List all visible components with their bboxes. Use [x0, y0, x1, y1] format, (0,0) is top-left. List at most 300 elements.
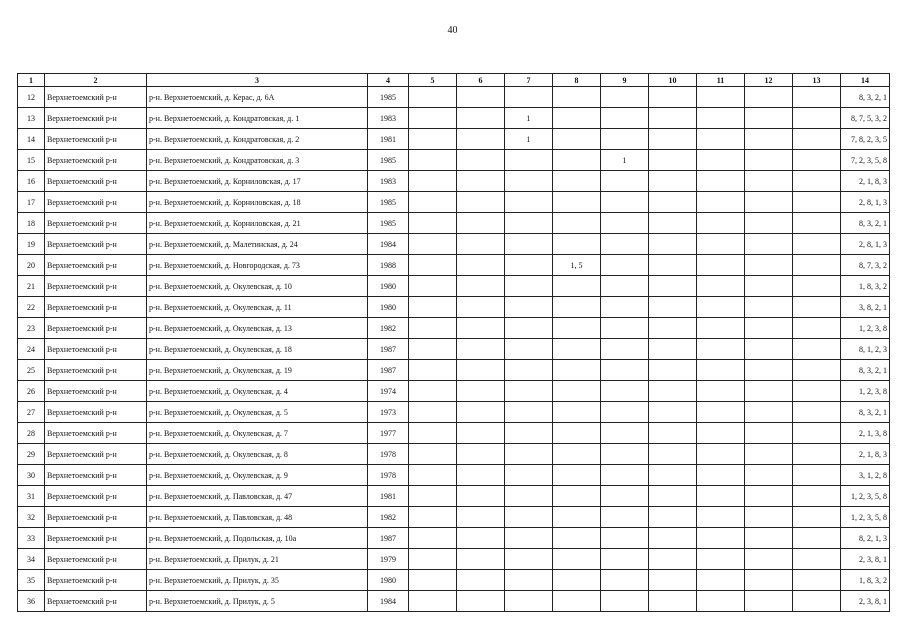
table-row — [18, 87, 890, 108]
cell-col-7 — [505, 360, 553, 381]
cell-col-11 — [697, 528, 745, 549]
cell-year: 1982 — [368, 318, 409, 339]
cell-year: 1987 — [368, 528, 409, 549]
cell-year: 1980 — [368, 570, 409, 591]
cell-col-7 — [505, 276, 553, 297]
cell-col-11 — [697, 234, 745, 255]
cell-col-5 — [409, 339, 457, 360]
cell-row-number: 18 — [18, 213, 45, 234]
cell-col-10 — [649, 486, 697, 507]
cell-col-5 — [409, 234, 457, 255]
cell-col-5 — [409, 255, 457, 276]
cell-col-14: 1, 2, 3, 8 — [841, 318, 890, 339]
cell-col-14: 8, 7, 3, 2 — [841, 255, 890, 276]
cell-year: 1981 — [368, 486, 409, 507]
cell-col-7 — [505, 339, 553, 360]
cell-col-12 — [745, 150, 793, 171]
column-header-4: 4 — [368, 74, 409, 87]
cell-col-12 — [745, 423, 793, 444]
cell-col-9 — [601, 402, 649, 423]
cell-year: 1987 — [368, 339, 409, 360]
cell-col-8 — [553, 213, 601, 234]
cell-col-8 — [553, 171, 601, 192]
cell-col-6 — [457, 255, 505, 276]
column-header-9: 9 — [601, 74, 649, 87]
cell-col-8 — [553, 108, 601, 129]
cell-year: 1979 — [368, 549, 409, 570]
cell-col-12 — [745, 297, 793, 318]
cell-col-11 — [697, 360, 745, 381]
cell-col-9 — [601, 465, 649, 486]
cell-district: Верхнетоемский р-н — [45, 360, 147, 381]
cell-year: 1980 — [368, 297, 409, 318]
cell-address: р-н. Верхнетоемский, д. Подольская, д. 10а — [147, 528, 368, 549]
cell-col-5 — [409, 402, 457, 423]
cell-col-11 — [697, 402, 745, 423]
cell-col-9 — [601, 192, 649, 213]
cell-col-8 — [553, 276, 601, 297]
cell-year: 1981 — [368, 129, 409, 150]
cell-col-6 — [457, 318, 505, 339]
cell-col-10 — [649, 213, 697, 234]
cell-col-13 — [793, 381, 841, 402]
cell-col-11 — [697, 465, 745, 486]
cell-col-14: 3, 1, 2, 8 — [841, 465, 890, 486]
cell-district: Верхнетоемский р-н — [45, 381, 147, 402]
cell-address: р-н. Верхнетоемский, д. Прилук, д. 35 — [147, 570, 368, 591]
cell-col-13 — [793, 360, 841, 381]
cell-col-13 — [793, 465, 841, 486]
cell-col-14: 2, 8, 1, 3 — [841, 234, 890, 255]
cell-col-9 — [601, 276, 649, 297]
cell-col-7 — [505, 528, 553, 549]
cell-district: Верхнетоемский р-н — [45, 591, 147, 612]
cell-col-10 — [649, 381, 697, 402]
cell-col-9 — [601, 129, 649, 150]
cell-col-10 — [649, 591, 697, 612]
cell-col-7 — [505, 591, 553, 612]
cell-col-10 — [649, 234, 697, 255]
cell-col-11 — [697, 297, 745, 318]
cell-address: р-н. Верхнетоемский, д. Корниловская, д. 18 — [147, 192, 368, 213]
cell-row-number: 24 — [18, 339, 45, 360]
cell-col-8 — [553, 591, 601, 612]
cell-col-13 — [793, 570, 841, 591]
cell-col-10 — [649, 465, 697, 486]
cell-col-14: 1, 2, 3, 8 — [841, 381, 890, 402]
cell-col-11 — [697, 255, 745, 276]
cell-col-8 — [553, 192, 601, 213]
cell-col-5 — [409, 297, 457, 318]
cell-col-9 — [601, 171, 649, 192]
table-row — [18, 549, 890, 570]
cell-col-7 — [505, 255, 553, 276]
cell-col-8 — [553, 423, 601, 444]
cell-address: р-н. Верхнетоемский, д. Окулевская, д. 4 — [147, 381, 368, 402]
cell-address: р-н. Верхнетоемский, д. Павловская, д. 48 — [147, 507, 368, 528]
cell-col-13 — [793, 108, 841, 129]
cell-col-14: 2, 3, 8, 1 — [841, 591, 890, 612]
cell-col-7 — [505, 465, 553, 486]
cell-col-8 — [553, 129, 601, 150]
cell-col-5 — [409, 87, 457, 108]
cell-col-10 — [649, 150, 697, 171]
cell-col-14: 3, 8, 2, 1 — [841, 297, 890, 318]
cell-col-8: 1, 5 — [553, 255, 601, 276]
cell-col-14: 7, 2, 3, 5, 8 — [841, 150, 890, 171]
cell-col-12 — [745, 213, 793, 234]
header-row — [18, 74, 890, 87]
cell-col-5 — [409, 591, 457, 612]
table-row — [18, 276, 890, 297]
cell-col-10 — [649, 423, 697, 444]
cell-col-12 — [745, 528, 793, 549]
cell-row-number: 25 — [18, 360, 45, 381]
cell-col-14: 1, 2, 3, 5, 8 — [841, 486, 890, 507]
column-header-10: 10 — [649, 74, 697, 87]
table-row — [18, 507, 890, 528]
cell-district: Верхнетоемский р-н — [45, 339, 147, 360]
column-header-2: 2 — [45, 74, 147, 87]
cell-address: р-н. Верхнетоемский, д. Окулевская, д. 8 — [147, 444, 368, 465]
cell-district: Верхнетоемский р-н — [45, 108, 147, 129]
cell-col-12 — [745, 192, 793, 213]
cell-col-8 — [553, 444, 601, 465]
cell-col-12 — [745, 129, 793, 150]
cell-district: Верхнетоемский р-н — [45, 150, 147, 171]
cell-col-10 — [649, 276, 697, 297]
cell-address: р-н. Верхнетоемский, д. Окулевская, д. 19 — [147, 360, 368, 381]
table-row — [18, 465, 890, 486]
cell-col-6 — [457, 444, 505, 465]
cell-col-11 — [697, 276, 745, 297]
column-header-12: 12 — [745, 74, 793, 87]
cell-col-6 — [457, 465, 505, 486]
cell-address: р-н. Верхнетоемский, д. Кондратовская, д. 1 — [147, 108, 368, 129]
cell-col-12 — [745, 381, 793, 402]
cell-col-13 — [793, 192, 841, 213]
cell-year: 1980 — [368, 276, 409, 297]
table-row — [18, 150, 890, 171]
cell-year: 1978 — [368, 444, 409, 465]
cell-col-9 — [601, 507, 649, 528]
cell-col-12 — [745, 360, 793, 381]
cell-col-14: 1, 8, 3, 2 — [841, 570, 890, 591]
cell-col-6 — [457, 234, 505, 255]
table-row — [18, 486, 890, 507]
cell-col-13 — [793, 255, 841, 276]
page-number: 40 — [447, 25, 458, 36]
table-row — [18, 570, 890, 591]
cell-col-6 — [457, 339, 505, 360]
cell-year: 1984 — [368, 234, 409, 255]
cell-col-13 — [793, 87, 841, 108]
cell-col-6 — [457, 171, 505, 192]
cell-col-7 — [505, 570, 553, 591]
cell-col-11 — [697, 591, 745, 612]
cell-col-11 — [697, 423, 745, 444]
cell-col-12 — [745, 549, 793, 570]
cell-col-10 — [649, 171, 697, 192]
cell-col-14: 2, 3, 8, 1 — [841, 549, 890, 570]
cell-address: р-н. Верхнетоемский, д. Окулевская, д. 10 — [147, 276, 368, 297]
cell-year: 1982 — [368, 507, 409, 528]
cell-col-12 — [745, 234, 793, 255]
cell-col-13 — [793, 150, 841, 171]
cell-col-7 — [505, 213, 553, 234]
cell-address: р-н. Верхнетоемский, д. Керас, д. 6А — [147, 87, 368, 108]
table-header — [18, 74, 890, 87]
cell-col-8 — [553, 381, 601, 402]
cell-col-12 — [745, 87, 793, 108]
cell-col-13 — [793, 213, 841, 234]
cell-address: р-н. Верхнетоемский, д. Павловская, д. 47 — [147, 486, 368, 507]
cell-col-13 — [793, 318, 841, 339]
cell-district: Верхнетоемский р-н — [45, 234, 147, 255]
cell-col-11 — [697, 171, 745, 192]
cell-row-number: 27 — [18, 402, 45, 423]
cell-col-9: 1 — [601, 150, 649, 171]
cell-col-12 — [745, 276, 793, 297]
cell-col-5 — [409, 108, 457, 129]
cell-row-number: 26 — [18, 381, 45, 402]
cell-col-13 — [793, 297, 841, 318]
cell-col-13 — [793, 402, 841, 423]
cell-col-11 — [697, 549, 745, 570]
cell-col-5 — [409, 507, 457, 528]
cell-col-6 — [457, 87, 505, 108]
cell-col-8 — [553, 150, 601, 171]
cell-address: р-н. Верхнетоемский, д. Новгородская, д. 73 — [147, 255, 368, 276]
cell-row-number: 16 — [18, 171, 45, 192]
table-row — [18, 360, 890, 381]
cell-col-9 — [601, 255, 649, 276]
cell-row-number: 35 — [18, 570, 45, 591]
cell-col-8 — [553, 402, 601, 423]
cell-row-number: 30 — [18, 465, 45, 486]
cell-row-number: 29 — [18, 444, 45, 465]
table-body — [18, 87, 890, 612]
cell-row-number: 22 — [18, 297, 45, 318]
cell-col-8 — [553, 528, 601, 549]
cell-row-number: 33 — [18, 528, 45, 549]
cell-col-8 — [553, 570, 601, 591]
cell-col-12 — [745, 591, 793, 612]
cell-col-11 — [697, 87, 745, 108]
table-row — [18, 591, 890, 612]
cell-year: 1985 — [368, 150, 409, 171]
registry-table — [17, 73, 890, 612]
cell-col-6 — [457, 507, 505, 528]
cell-col-7 — [505, 318, 553, 339]
cell-col-6 — [457, 570, 505, 591]
cell-col-9 — [601, 213, 649, 234]
cell-col-5 — [409, 129, 457, 150]
cell-col-11 — [697, 486, 745, 507]
cell-col-7 — [505, 486, 553, 507]
cell-row-number: 31 — [18, 486, 45, 507]
cell-row-number: 14 — [18, 129, 45, 150]
table-row — [18, 381, 890, 402]
cell-col-10 — [649, 549, 697, 570]
cell-col-9 — [601, 549, 649, 570]
cell-col-9 — [601, 108, 649, 129]
cell-col-5 — [409, 486, 457, 507]
cell-col-7 — [505, 381, 553, 402]
cell-col-9 — [601, 423, 649, 444]
cell-district: Верхнетоемский р-н — [45, 255, 147, 276]
cell-col-8 — [553, 549, 601, 570]
cell-col-13 — [793, 129, 841, 150]
column-header-6: 6 — [457, 74, 505, 87]
column-header-1: 1 — [18, 74, 45, 87]
cell-year: 1977 — [368, 423, 409, 444]
cell-col-9 — [601, 528, 649, 549]
cell-col-6 — [457, 423, 505, 444]
cell-col-14: 2, 1, 3, 8 — [841, 423, 890, 444]
cell-address: р-н. Верхнетоемский, д. Окулевская, д. 9 — [147, 465, 368, 486]
cell-row-number: 20 — [18, 255, 45, 276]
cell-col-9 — [601, 570, 649, 591]
cell-col-12 — [745, 570, 793, 591]
cell-col-12 — [745, 108, 793, 129]
cell-col-10 — [649, 129, 697, 150]
cell-year: 1985 — [368, 87, 409, 108]
table-row — [18, 339, 890, 360]
column-header-8: 8 — [553, 74, 601, 87]
cell-col-14: 8, 3, 2, 1 — [841, 402, 890, 423]
cell-col-12 — [745, 339, 793, 360]
table-row — [18, 423, 890, 444]
cell-col-10 — [649, 255, 697, 276]
cell-col-13 — [793, 549, 841, 570]
cell-col-7 — [505, 192, 553, 213]
cell-row-number: 12 — [18, 87, 45, 108]
cell-col-14: 1, 2, 3, 5, 8 — [841, 507, 890, 528]
cell-row-number: 36 — [18, 591, 45, 612]
cell-col-7 — [505, 402, 553, 423]
cell-year: 1978 — [368, 465, 409, 486]
cell-col-10 — [649, 402, 697, 423]
cell-district: Верхнетоемский р-н — [45, 402, 147, 423]
cell-col-6 — [457, 381, 505, 402]
cell-col-8 — [553, 360, 601, 381]
cell-col-6 — [457, 150, 505, 171]
cell-col-14: 8, 2, 1, 3 — [841, 528, 890, 549]
cell-col-14: 8, 3, 2, 1 — [841, 360, 890, 381]
cell-col-13 — [793, 339, 841, 360]
cell-col-9 — [601, 360, 649, 381]
cell-col-12 — [745, 465, 793, 486]
cell-district: Верхнетоемский р-н — [45, 129, 147, 150]
cell-address: р-н. Верхнетоемский, д. Окулевская, д. 11 — [147, 297, 368, 318]
cell-col-7: 1 — [505, 129, 553, 150]
cell-col-9 — [601, 234, 649, 255]
cell-col-11 — [697, 192, 745, 213]
cell-col-8 — [553, 234, 601, 255]
cell-col-9 — [601, 591, 649, 612]
cell-district: Верхнетоемский р-н — [45, 87, 147, 108]
cell-col-10 — [649, 570, 697, 591]
cell-col-5 — [409, 444, 457, 465]
cell-address: р-н. Верхнетоемский, д. Корниловская, д. 21 — [147, 213, 368, 234]
cell-year: 1988 — [368, 255, 409, 276]
cell-col-12 — [745, 402, 793, 423]
table-row — [18, 402, 890, 423]
cell-col-14: 2, 8, 1, 3 — [841, 192, 890, 213]
cell-col-7 — [505, 507, 553, 528]
cell-col-13 — [793, 276, 841, 297]
column-header-7: 7 — [505, 74, 553, 87]
table-row — [18, 213, 890, 234]
cell-col-11 — [697, 444, 745, 465]
cell-col-5 — [409, 381, 457, 402]
cell-col-11 — [697, 318, 745, 339]
cell-col-11 — [697, 339, 745, 360]
cell-district: Верхнетоемский р-н — [45, 444, 147, 465]
cell-col-10 — [649, 192, 697, 213]
cell-district: Верхнетоемский р-н — [45, 276, 147, 297]
cell-year: 1985 — [368, 192, 409, 213]
cell-col-6 — [457, 213, 505, 234]
cell-col-12 — [745, 444, 793, 465]
table-row — [18, 171, 890, 192]
cell-col-12 — [745, 255, 793, 276]
cell-col-10 — [649, 360, 697, 381]
column-header-11: 11 — [697, 74, 745, 87]
cell-col-6 — [457, 108, 505, 129]
cell-col-14: 8, 1, 2, 3 — [841, 339, 890, 360]
cell-col-7 — [505, 87, 553, 108]
cell-col-11 — [697, 507, 745, 528]
table-row — [18, 528, 890, 549]
column-header-5: 5 — [409, 74, 457, 87]
cell-col-13 — [793, 234, 841, 255]
cell-col-14: 7, 8, 2, 3, 5 — [841, 129, 890, 150]
table-row — [18, 318, 890, 339]
cell-row-number: 23 — [18, 318, 45, 339]
cell-col-8 — [553, 486, 601, 507]
cell-col-6 — [457, 129, 505, 150]
table-row — [18, 255, 890, 276]
cell-row-number: 34 — [18, 549, 45, 570]
cell-col-11 — [697, 570, 745, 591]
cell-col-8 — [553, 297, 601, 318]
cell-row-number: 28 — [18, 423, 45, 444]
cell-col-10 — [649, 318, 697, 339]
cell-address: р-н. Верхнетоемский, д. Окулевская, д. 7 — [147, 423, 368, 444]
table-row — [18, 192, 890, 213]
cell-col-13 — [793, 444, 841, 465]
cell-col-13 — [793, 423, 841, 444]
cell-col-14: 8, 7, 5, 3, 2 — [841, 108, 890, 129]
table-row — [18, 129, 890, 150]
cell-col-7 — [505, 297, 553, 318]
cell-col-14: 2, 1, 8, 3 — [841, 171, 890, 192]
cell-row-number: 15 — [18, 150, 45, 171]
cell-col-8 — [553, 339, 601, 360]
cell-address: р-н. Верхнетоемский, д. Кондратовская, д. 2 — [147, 129, 368, 150]
table-row — [18, 444, 890, 465]
cell-col-6 — [457, 192, 505, 213]
cell-row-number: 13 — [18, 108, 45, 129]
cell-year: 1973 — [368, 402, 409, 423]
cell-col-5 — [409, 171, 457, 192]
cell-col-10 — [649, 108, 697, 129]
cell-col-9 — [601, 444, 649, 465]
cell-col-12 — [745, 171, 793, 192]
cell-col-13 — [793, 171, 841, 192]
